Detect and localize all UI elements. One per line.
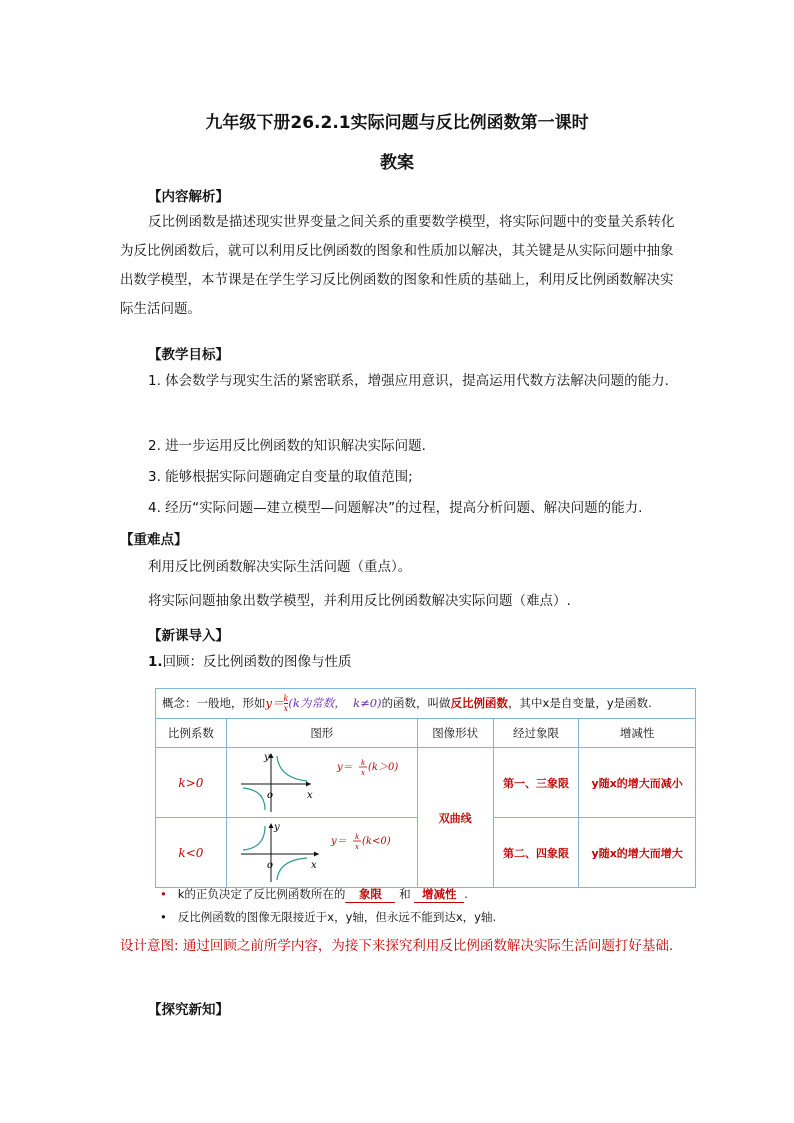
axis-y-label: y xyxy=(264,752,270,763)
row1-graph xyxy=(226,748,417,818)
row1-monotonic: y随x的增大而减小 xyxy=(579,748,696,818)
svg-text:k: k xyxy=(355,833,360,841)
key-point-1: 利用反比例函数解决实际生活问题（重点）。 xyxy=(148,559,412,575)
goal-item-3: 3. 能够根据实际问题确定自变量的取值范围; xyxy=(148,469,413,485)
header-quadrants: 经过象限 xyxy=(493,719,579,748)
row1-quadrants: 第一、三象限 xyxy=(493,748,579,818)
row2-monotonic: y随x的增大而增大 xyxy=(579,818,696,888)
header-graph: 图形 xyxy=(226,719,417,748)
formula-pos-post: (k＞0) xyxy=(368,762,399,773)
bullet-2: • 反比例函数的图像无限接近于x，y轴，但永远不能到达x，y轴. xyxy=(160,910,497,924)
shape-cell: 双曲线 xyxy=(417,748,493,888)
concept-term: 反比例函数 xyxy=(450,696,509,710)
key-points-heading: 【重难点】 xyxy=(120,532,188,548)
review-table xyxy=(155,688,696,888)
intro-heading: 【新课导入】 xyxy=(148,628,229,644)
formula-neg-pre: y＝ xyxy=(331,836,347,847)
origin-label: o xyxy=(267,790,274,801)
goal-item-1: 1. 体会数学与现实生活的紧密联系，增强应用意识，提高运用代数方法解决问题的能力. xyxy=(148,373,669,389)
goal-item-4: 4. 经历“实际问题—建立模型—问题解决”的过程，提高分析问题、解决问题的能力. xyxy=(148,500,643,516)
concept-fraction: $\frac{k}{x}$ xyxy=(283,694,289,713)
blank-monotonic: 增减性 xyxy=(414,886,464,903)
row2-graph xyxy=(226,818,417,888)
explore-heading: 【探究新知】 xyxy=(148,1002,229,1018)
row2-quadrants: 第二、四象限 xyxy=(493,818,579,888)
content-analysis-heading: 【内容解析】 xyxy=(148,189,229,205)
header-coef: 比例系数 xyxy=(156,719,227,748)
goal-item-2: 2. 进一步运用反比例函数的知识解决实际问题. xyxy=(148,438,426,454)
teaching-goals-heading: 【教学目标】 xyxy=(148,347,229,363)
header-shape: 图像形状 xyxy=(417,719,493,748)
doc-title: 九年级下册26.2.1实际问题与反比例函数第一课时 xyxy=(205,113,589,133)
svg-text:x: x xyxy=(361,769,366,777)
doc-subtitle: 教案 xyxy=(380,153,414,173)
curve-q1 xyxy=(277,756,307,781)
blank-quadrant: 象限 xyxy=(345,886,395,903)
key-point-2: 将实际问题抽象出数学模型，并利用反比例函数解决实际问题（难点）. xyxy=(148,593,571,609)
origin-label-2: o xyxy=(267,860,274,871)
axis-x-label-2: x xyxy=(311,860,317,871)
bullet-1: • k的正负决定了反比例函数所在的 象限 和 增减性 . xyxy=(160,887,468,901)
review-line xyxy=(148,648,352,677)
design-intent: 设计意图: 通过回顾之前所学内容，为接下来探究利用反比例函数解决实际生活问题打好基础. xyxy=(120,938,674,954)
graph-positive-k xyxy=(227,748,416,814)
review-number: 1. xyxy=(148,654,163,670)
axis-y-label-2: y xyxy=(274,822,280,833)
concept-cell: 概念：一般地，形如y＝ $\frac{k}{x}$ (k为常数， k≠0)的函数，叫做反比例函数，其中x是自变量，y是函数. xyxy=(156,689,696,719)
svg-text:x: x xyxy=(355,843,360,851)
content-analysis-text: 反比例函数是描述现实世界变量之间关系的重要数学模型，将实际问题中的变量关系转化为反比例函数后，就可以利用反比例函数的图象和性质加以解决，其关键是从实际问题中抽象出数学模型，本节课是在学生学习反比例函数的图象和性质的基础上，利用反比例函数解决实际生活问题。 xyxy=(120,214,675,317)
header-monotonic: 增减性 xyxy=(579,719,696,748)
graph-negative-k xyxy=(227,818,416,884)
review-text: 回顾：反比例函数的图像与性质 xyxy=(162,654,352,670)
row1-coef: k>0 xyxy=(156,748,227,818)
axis-x-label: x xyxy=(307,790,313,801)
curve-q4 xyxy=(277,858,307,880)
curve-q3 xyxy=(243,788,265,810)
row2-coef: k<0 xyxy=(156,818,227,888)
formula-neg-post: (k<0) xyxy=(362,836,391,847)
formula-pos-pre: y＝ xyxy=(337,762,353,773)
svg-text:k: k xyxy=(361,759,366,767)
curve-q2 xyxy=(243,826,265,850)
